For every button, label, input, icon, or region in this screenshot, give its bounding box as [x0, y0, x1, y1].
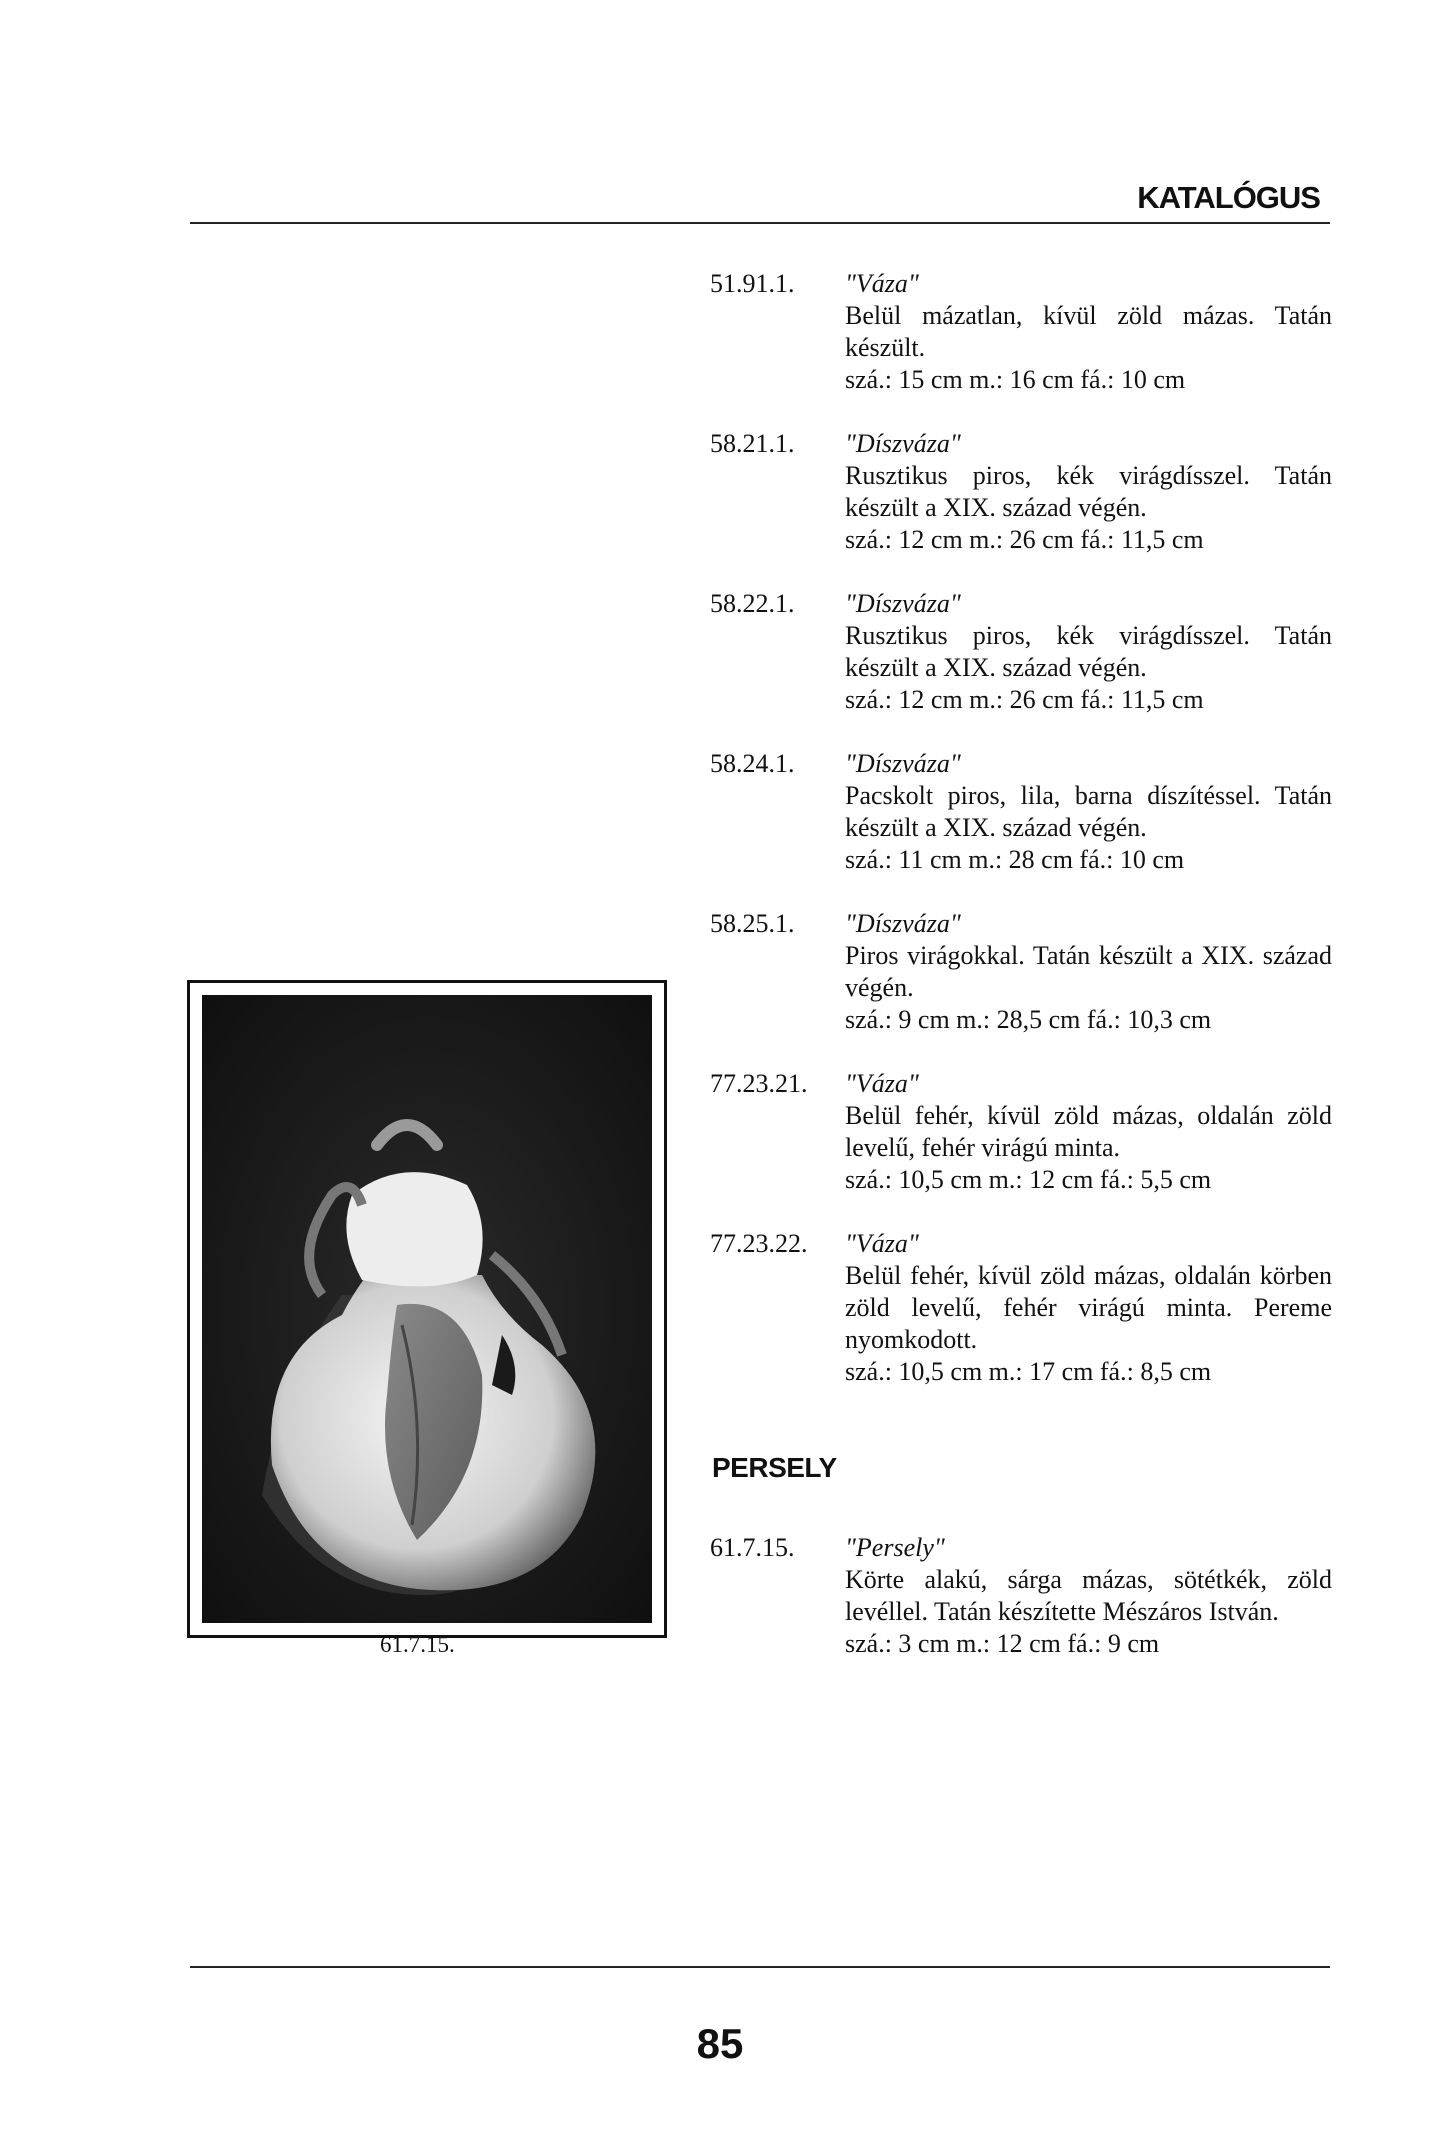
entry-description: Belül fehér, kívül zöld mázas, oldalán körben zöld levelű, fehér virágú minta. Pereme nyomkodott.	[845, 1261, 1332, 1354]
entry-title: "Díszváza"	[845, 429, 961, 458]
entry-description: Belül mázatlan, kívül zöld mázas. Tatán készült.	[845, 301, 1332, 362]
entry-title: "Díszváza"	[845, 749, 961, 778]
section-heading: PERSELY	[712, 1452, 837, 1483]
catalog-entry	[712, 908, 1332, 1036]
entry-title: "Váza"	[845, 1069, 919, 1098]
entry-description: Rusztikus piros, kék virágdísszel. Tatán készült a XIX. század végén.	[845, 461, 1332, 522]
catalog-entry	[712, 1228, 1332, 1388]
entry-description: Körte alakú, sárga mázas, sötétkék, zöld levéllel. Tatán készítette Mészáros István.	[845, 1565, 1332, 1626]
catalog-entry	[712, 428, 1332, 556]
entry-description: Pacskolt piros, lila, barna díszítéssel. Tatán készült a XIX. század végén.	[845, 781, 1332, 842]
entry-code: 58.24.1.	[710, 749, 795, 778]
catalog-entry	[712, 748, 1332, 876]
entry-dimensions: szá.: 15 cm m.: 16 cm fá.: 10 cm	[845, 365, 1186, 394]
catalog-entry	[712, 1532, 1332, 1660]
photo-caption: 61.7.15.	[380, 1632, 455, 1657]
entry-dimensions: szá.: 10,5 cm m.: 12 cm fá.: 5,5 cm	[845, 1165, 1212, 1194]
entry-code: 77.23.22.	[710, 1229, 808, 1258]
pear-shaped-money-box-image	[202, 995, 652, 1623]
entry-title: "Váza"	[845, 269, 919, 298]
entry-dimensions: szá.: 11 cm m.: 28 cm fá.: 10 cm	[845, 845, 1185, 874]
entry-dimensions: szá.: 12 cm m.: 26 cm fá.: 11,5 cm	[845, 685, 1204, 714]
entry-title: "Díszváza"	[845, 589, 961, 618]
entry-description: Belül fehér, kívül zöld mázas, oldalán zöld levelű, fehér virágú minta.	[845, 1101, 1332, 1162]
photo-frame	[187, 980, 667, 1638]
entry-description: Piros virágokkal. Tatán készült a XIX. század végén.	[845, 941, 1332, 1002]
entry-dimensions: szá.: 12 cm m.: 26 cm fá.: 11,5 cm	[845, 525, 1204, 554]
pear-money-box-photo	[202, 995, 652, 1623]
entry-title: "Díszváza"	[845, 909, 961, 938]
entry-dimensions: szá.: 10,5 cm m.: 17 cm fá.: 8,5 cm	[845, 1357, 1212, 1386]
page-number: 85	[696, 2020, 744, 2067]
entry-code: 77.23.21.	[710, 1069, 808, 1098]
entry-title: "Persely"	[845, 1533, 945, 1562]
footer-rule	[190, 1966, 1330, 1968]
entry-dimensions: szá.: 3 cm m.: 12 cm fá.: 9 cm	[845, 1629, 1160, 1658]
catalog-entry	[712, 1068, 1332, 1196]
catalog-entry	[712, 268, 1332, 396]
header-rule	[190, 222, 1330, 224]
entry-dimensions: szá.: 9 cm m.: 28,5 cm fá.: 10,3 cm	[845, 1005, 1212, 1034]
entry-code: 58.22.1.	[710, 589, 795, 618]
entry-code: 58.25.1.	[710, 909, 795, 938]
entry-code: 51.91.1.	[710, 269, 795, 298]
entry-description: Rusztikus piros, kék virágdísszel. Tatán készült a XIX. század végén.	[845, 621, 1332, 682]
entry-title: "Váza"	[845, 1229, 919, 1258]
catalog-entry	[712, 588, 1332, 716]
entry-code: 61.7.15.	[710, 1533, 795, 1562]
entry-code: 58.21.1.	[710, 429, 795, 458]
running-header: KATALÓGUS	[1137, 180, 1320, 215]
